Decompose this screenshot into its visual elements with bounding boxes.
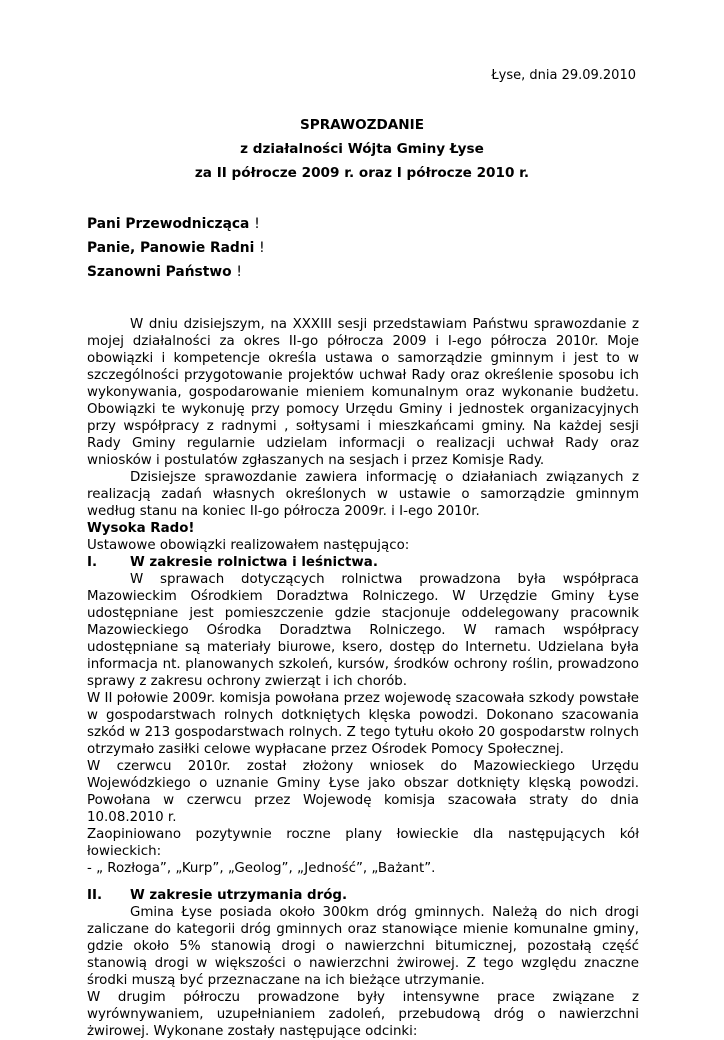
section-title: W zakresie rolnictwa i leśnictwa. xyxy=(130,555,378,570)
greeting-councillors xyxy=(87,240,265,256)
section-title: W zakresie utrzymania dróg. xyxy=(130,888,348,903)
intro-paragraph: Dzisiejsze sprawozdanie zawiera informację o działaniach związanych z realizacją zadań własnych określonych w ustawie o samorządzie gminnym według stanu na koniec II-go półrocza 2009r. i I-ego 2010r. xyxy=(87,470,639,519)
date-line: Łyse, dnia 29.09.2010 xyxy=(491,68,636,83)
greeting-text: Szanowni Państwo xyxy=(87,264,232,280)
greeting-mark: ! xyxy=(259,240,265,256)
section-number: I. xyxy=(87,555,98,570)
document-period: za II półrocze 2009 r. oraz I półrocze 2010 r. xyxy=(194,165,530,181)
section-paragraph: W II połowie 2009r. komisja powołana przez wojewodę szacowała szkody powstałe w gospodarstwach rolnych dotkniętych klęska powodzi. Dokonano szacowania szkód w 213 gospodarstwach rolnych. Z tego tytułu około 20 gospodarstw rolnych otrzymało zasiłki celowe wypłacane przez Ośrodek Pomocy Społecznej. xyxy=(87,691,639,757)
hunting-clubs-list: - „ Rozłoga”, „Kurp”, „Geolog”, „Jedność”, „Bażant”. xyxy=(87,861,436,876)
greeting-text: Pani Przewodnicząca xyxy=(87,216,250,232)
greeting-mark: ! xyxy=(254,216,260,232)
section-heading xyxy=(87,887,639,904)
document-title: SPRAWOZDANIE xyxy=(299,117,425,133)
document-subtitle: z działalności Wójta Gminy Łyse xyxy=(240,141,484,157)
greeting-chairwoman xyxy=(87,216,260,232)
section-heading xyxy=(87,554,639,571)
greeting-audience xyxy=(87,264,242,280)
section-paragraph: W drugim półroczu prowadzone były intensywne prace związane z wyrównywaniem, uzupełnianiem zadoleń, przebudową dróg o nawierzchni żwirowej. Wykonane zostały następujące odcinki: xyxy=(87,990,639,1039)
section-paragraph: Gmina Łyse posiada około 300km dróg gminnych. Należą do nich drogi zaliczane do kategorii dróg gminnych oraz stanowiące mienie komunalne gminy, gdzie około 5% stanowią drogi o nawierzchni bitumicznej, pozostałą część stanowią drogi w większości o nawierzchni żwirowej. Z tego względu znaczne środki muszą być przeznaczane na ich bieżące utrzymanie. xyxy=(87,905,639,988)
address-line: Wysoka Rado! xyxy=(87,521,195,536)
intro-paragraph: Ustawowe obowiązki realizowałem następująco: xyxy=(87,538,410,553)
greeting-text: Panie, Panowie Radni xyxy=(87,240,255,256)
section-number: II. xyxy=(87,888,103,903)
document-body xyxy=(87,316,639,1040)
spacer xyxy=(87,877,639,887)
greeting-mark: ! xyxy=(236,264,242,280)
section-paragraph: W sprawach dotyczących rolnictwa prowadzona była współpraca Mazowieckim Ośrodkiem Doradztwa Rolniczego. W Urzędzie Gminy Łyse udostępniane jest pomieszczenie gdzie stacjonuje oddelegowany pracownik Mazowieckiego Ośrodka Doradztwa Rolniczego. W ramach współpracy udostępniane są materiały biurowe, ksero, dostęp do Internetu. Udzielana była informacja nt. planowanych szkoleń, kursów, środków ochrony roślin, prowadzono sprawy z zakresu ochrony zwierząt i ich chorób. xyxy=(87,572,639,689)
intro-paragraph: W dniu dzisiejszym, na XXXIII sesji przedstawiam Państwu sprawozdanie z mojej działalności za okres II-go półrocza 2009 i I-ego półrocza 2010r. Moje obowiązki i kompetencje określa ustawa o samorządzie gminnym i jest to w szczególności przygotowanie projektów uchwał Rady oraz określenie sposobu ich wykonywania, gospodarowanie mieniem komunalnym oraz wykonanie budżetu. Obowiązki te wykonuję przy pomocy Urzędu Gminy i jednostek organizacyjnych przy współpracy z radnymi , sołtysami i mieszkańcami gminy. Na każdej sesji Rady Gminy regularnie udzielam informacji o realizacji uchwał Rady oraz wniosków i postulatów zgłaszanych na sesjach i przez Komisje Rady. xyxy=(87,317,639,468)
section-paragraph: Zaopiniowano pozytywnie roczne plany łowieckie dla następujących kół łowieckich: xyxy=(87,827,639,859)
section-paragraph: W czerwcu 2010r. został złożony wniosek do Mazowieckiego Urzędu Wojewódzkiego o uznanie Gminy Łyse jako obszar dotknięty klęską powodzi. Powołana w czerwcu przez Wojewodę komisja szacowała straty do dnia 10.08.2010 r. xyxy=(87,759,639,825)
